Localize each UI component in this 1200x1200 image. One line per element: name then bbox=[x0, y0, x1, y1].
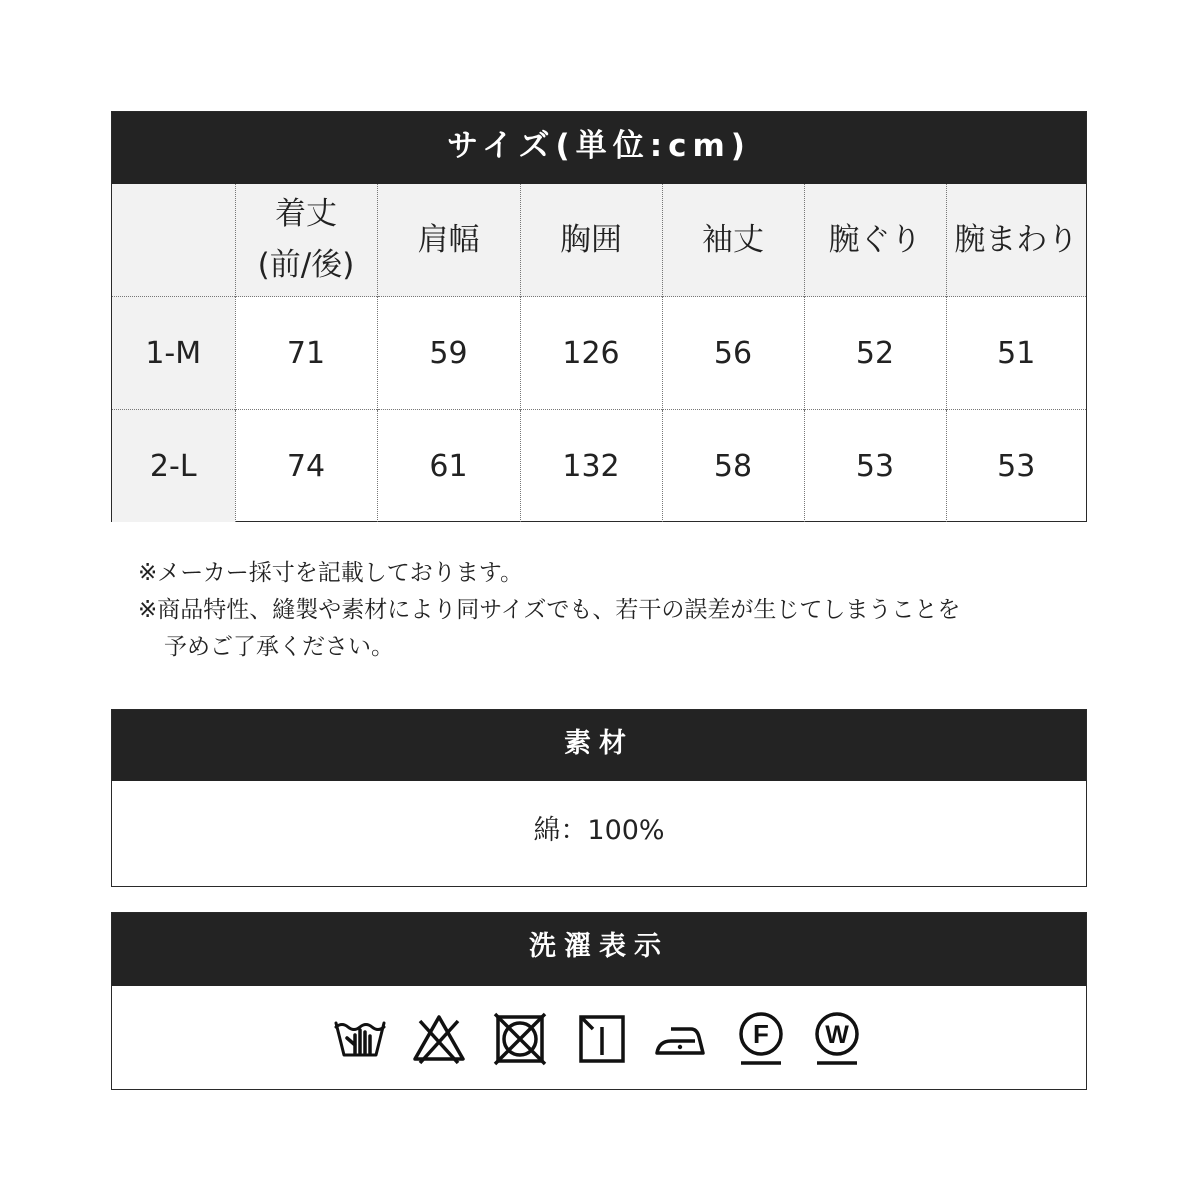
size-table-title: サイズ(単位:cm) bbox=[112, 112, 1086, 184]
no-tumble-dry-icon bbox=[493, 1011, 547, 1067]
size-value-cell: 61 bbox=[377, 410, 520, 523]
size-value-cell: 132 bbox=[520, 410, 662, 523]
size-value-cell: 51 bbox=[946, 297, 1086, 410]
wet-clean-letter: W bbox=[825, 1021, 849, 1049]
note-line: 予めご了承ください。 bbox=[164, 634, 394, 660]
line-dry-shade-icon bbox=[576, 1011, 630, 1067]
size-value-cell: 52 bbox=[804, 297, 946, 410]
size-value-cell: 126 bbox=[520, 297, 662, 410]
size-table-header-row bbox=[112, 184, 1086, 297]
no-bleach-icon bbox=[412, 1011, 466, 1067]
material-content: 綿：100% bbox=[533, 815, 665, 846]
size-header-cell: 胸囲 bbox=[520, 184, 662, 297]
measurement-notes bbox=[138, 555, 960, 666]
material-title: 素材 bbox=[112, 710, 1086, 781]
size-header-cell: 腕まわり bbox=[946, 184, 1086, 297]
size-value-cell: 74 bbox=[235, 410, 377, 523]
size-table bbox=[112, 184, 1086, 522]
size-header-cell: 肩幅 bbox=[377, 184, 520, 297]
size-value-cell: 53 bbox=[946, 410, 1086, 523]
size-value-cell: 53 bbox=[804, 410, 946, 523]
table-row bbox=[112, 297, 1086, 410]
size-value-cell: 56 bbox=[662, 297, 804, 410]
size-table-panel bbox=[111, 111, 1087, 522]
size-header-cell: 袖丈 bbox=[662, 184, 804, 297]
hand-wash-icon bbox=[333, 1011, 387, 1067]
care-icons-row bbox=[112, 1011, 1086, 1071]
care-title: 洗濯表示 bbox=[112, 913, 1086, 986]
care-label-panel bbox=[111, 912, 1087, 1090]
size-value-cell: 59 bbox=[377, 297, 520, 410]
size-label-cell: 2-L bbox=[112, 410, 235, 523]
table-row bbox=[112, 410, 1086, 523]
size-header-cell bbox=[112, 184, 235, 297]
wet-clean-w-icon bbox=[810, 1011, 864, 1067]
note-line: ※商品特性、縫製や素材により同サイズでも、若干の誤差が生じてしまうことを bbox=[138, 597, 961, 623]
size-label-cell: 1-M bbox=[112, 297, 235, 410]
note-line: ※メーカー採寸を記載しております。 bbox=[138, 560, 523, 586]
size-header-cell: 腕ぐり bbox=[804, 184, 946, 297]
low-temp-iron-icon bbox=[653, 1011, 707, 1067]
dry-clean-f-icon bbox=[734, 1011, 788, 1067]
size-value-cell: 58 bbox=[662, 410, 804, 523]
size-header-cell: 着丈 (前/後) bbox=[235, 184, 377, 297]
dry-clean-letter: F bbox=[753, 1019, 769, 1049]
size-value-cell: 71 bbox=[235, 297, 377, 410]
material-panel bbox=[111, 709, 1087, 887]
